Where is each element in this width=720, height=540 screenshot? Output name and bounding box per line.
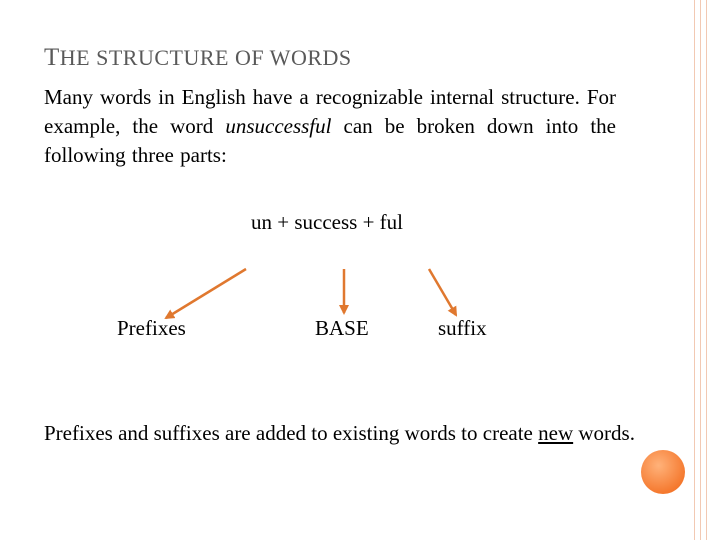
intro-text: Many words in English have a recognizable internal structure. For example, the word	[44, 85, 616, 138]
title-first-letter: T	[44, 44, 60, 71]
label-base: BASE	[315, 316, 369, 340]
underlined-word: new	[538, 421, 574, 445]
bottom-text-end: words.	[578, 421, 635, 445]
bottom-paragraph	[44, 419, 644, 448]
title-rest: HE STRUCTURE OF WORDS	[59, 45, 352, 70]
example-word: unsuccessful	[225, 114, 332, 138]
arrow-to-suffix	[429, 269, 456, 315]
intro-text-end: can be broken down into the following three parts:	[44, 114, 616, 167]
arrow-to-prefixes	[166, 269, 246, 318]
label-suffix: suffix	[438, 316, 487, 340]
decorative-circle	[641, 450, 685, 494]
bottom-text: Prefixes and suffixes are added to existing words to create	[44, 421, 533, 445]
label-prefixes: Prefixes	[117, 316, 186, 340]
word-formula: un + success + ful	[251, 210, 403, 234]
